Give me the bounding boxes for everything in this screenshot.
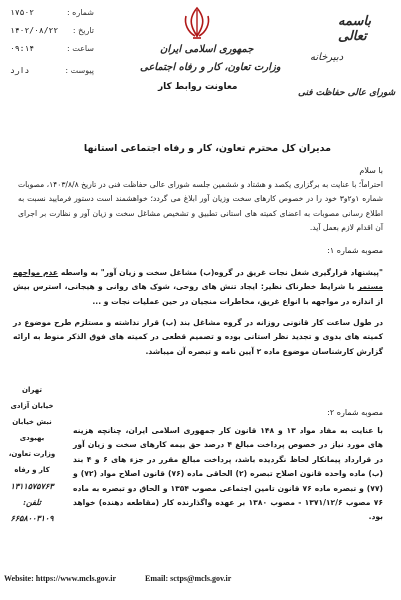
address-phone: ۶۶۵۸۰۰۳۱۰۹: [10, 513, 54, 523]
address-street-1: خیابان آزادی: [10, 402, 54, 410]
address-phone-label: تلفن:: [23, 497, 41, 507]
meta-number-label: شماره :: [66, 8, 94, 17]
meta-attachment-label: پیوست :: [65, 66, 94, 75]
meta-date-label: تاریخ :: [72, 26, 94, 35]
greeting: با سلام: [359, 166, 383, 175]
meta-number-row: [10, 8, 94, 22]
address-street-3: بهبودی: [19, 434, 45, 442]
meta-date-row: [10, 26, 94, 40]
sender-address-block: [4, 382, 60, 526]
council-name: شورای عالی حفاظت فنی: [298, 88, 396, 98]
resolution-2-title: مصوبه شماره ۲:: [327, 408, 383, 417]
secretariat-label: دبیرخانه: [310, 52, 344, 63]
footer-email: Email: sctps@mcls.gov.ir: [145, 574, 232, 583]
meta-number-value: ۱۷۵۰۲: [10, 8, 35, 17]
intro-paragraph: احتراماً؛ با عنایت به برگزاری یکصد و هشتاد و ششمین جلسه شورای عالی حفاظت فنی در تاریخ ۱۴۰۳/۸/۸، مصوبات شماره ۱و۲و۳ خود را در خصوص کارهای سخت وزیان آور ابلاغ می گردد؛ خواهشمند است دستور فرمایید نسبت به اطلاع رسانی مصوبات به اعضای کمیته های استانی تطبیق و تشخیص مشاغل سخت و زیان آور و نظارت بر اجرای آن اقدام لازم بعمل آید.: [18, 180, 383, 233]
resolution-1-underlined: عدم مواجهه مستمر: [13, 268, 383, 292]
org-ministry: وزارت تعاون، کار و رفاه اجتماعی: [140, 62, 281, 73]
meta-date-value: ۱۴۰۲/۰۸/۲۲: [10, 26, 59, 35]
address-ministry: وزارت تعاون،: [8, 450, 56, 458]
bismillah-heading: باسمه تعالی: [338, 14, 371, 44]
footer-website: Website: https://www.mcls.gov.ir: [4, 574, 116, 583]
meta-time-label: ساعت :: [66, 44, 94, 53]
address-street-2: نبش خیابان: [12, 418, 52, 426]
resolution-2-paragraph: با عنایت به مفاد مواد ۱۳ و ۱۴۸ قانون کار جمهوری اسلامی ایران، چنانچه هزینه های مورد نیاز در خصوص پرداخت مبالغ ۴ درصد حق بیمه کارهای سخت و زیان آور در قرارداد پیمانکار لحاظ نگردیده باشد، پرداخت مبالغ مقرر در جزء های ۶ و ۴ بند (ب) ماده واحده قانون اصلاح تبصره (۲) الحاقی ماده (۷۶) قانون اصلاح مواد (۷۲) و (۷۷) و تبصره ماده ۷۶ قانون تامین اجتماعی مصوب ۱۳۵۴ و الحاق دو تبصره به ماده ۷۶ مصوب ۱۳۷۱/۱۲/۶ - مصوب ۱۳۸۰ بر عهده واگذارنده کار (مقاطعه دهنده) خواهد بود.: [73, 426, 383, 522]
address-postal: ۱۳۱۱۵۷۵۷۶۳: [10, 481, 54, 491]
address-ministry-2: کار و رفاه: [14, 466, 50, 474]
meta-attachment-value: دارد: [10, 66, 30, 75]
org-department: معاونت روابط کار: [158, 82, 238, 92]
recipient-heading: مدیران کل محترم تعاون، کار و رفاه اجتماعی استانها: [83, 143, 331, 154]
meta-time-row: [10, 44, 94, 58]
resolution-1-title: مصوبه شماره ۱:: [327, 246, 383, 255]
resolution-1-paragraph: [13, 266, 383, 309]
iran-emblem: [180, 6, 214, 40]
meta-time-value: ۰۹:۱۴: [10, 44, 35, 53]
org-republic: جمهوری اسلامی ایران: [160, 44, 254, 55]
resolution-1-prefix: "پیشنهاد قرارگیری شغل نجات غریق در گروه(ب) مشاغل سخت و زیان آور" به واسطه: [58, 268, 383, 277]
resolution-1-suffix: با شرایط خطرناک نظیر: ایجاد تنش های روحی، شوک های روانی و هیجانی، استرس بیش از اندازه در مواجهه با انواع غریق، مخاطرات منجیان در حین عملیات نجات و ...: [13, 282, 383, 306]
meta-attachment-row: [10, 66, 94, 80]
address-city: تهران: [22, 386, 42, 394]
resolution-1-paragraph-2: در طول ساعت کار قانونی روزانه در گروه مشاغل بند (ب) قرار نداشته و مستلزم طرح موضوع در کمیته های بدوی و تجدید نظر استانی بوده و تصمیم قطعی در کمیته های فوق الذکر منوط به ارائه گزارش کارشناسان موضوع ماده ۲ آیین نامه و تبصره آن میباشد.: [13, 318, 383, 356]
